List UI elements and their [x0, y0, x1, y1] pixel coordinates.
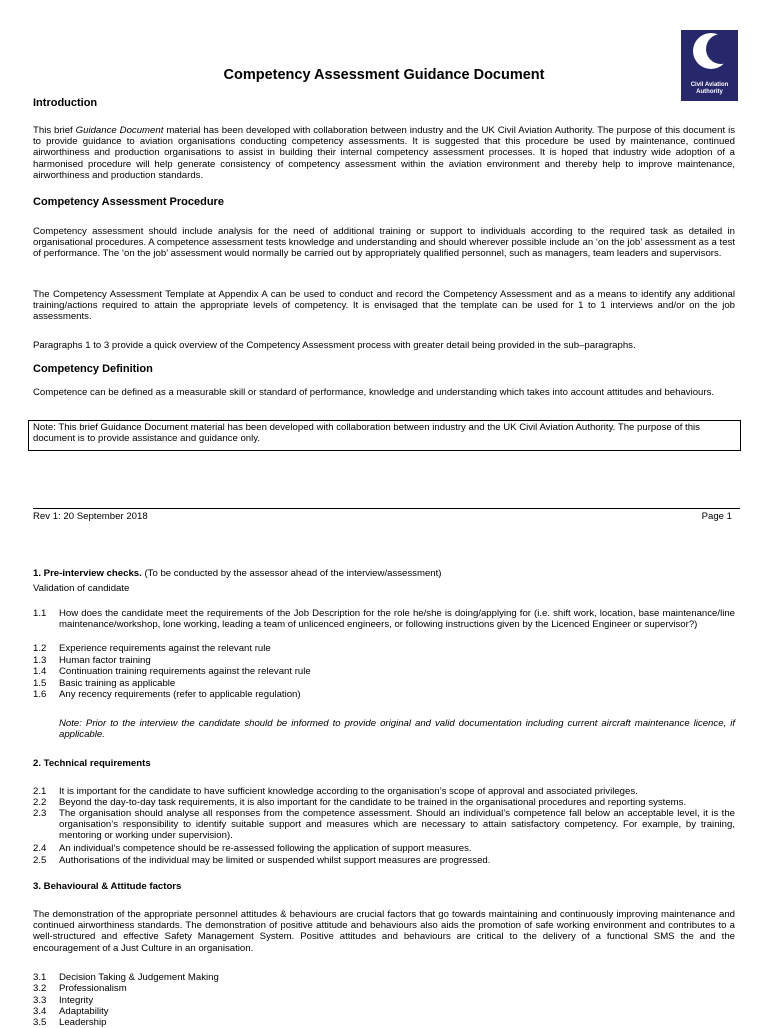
list-item-text: An individual’s competence should be re-assessed following the application of support measures.: [59, 843, 472, 854]
list-item-number: 3.5: [33, 1017, 47, 1028]
list-item-text: Decision Taking & Judgement Making: [59, 972, 219, 983]
list-item-text: Basic training as applicable: [59, 678, 176, 689]
procedure-paragraph-1: Competency assessment should include analysis for the need of additional training or support to individuals according to the required task as detailed in organisational procedures. A competence assessment tests knowledge and understanding and should wherever possible include an ‘on the job’ assessment as a test of performance. The ‘on the job’ assessment would normally be carried out by appropriately qualified personnel, such as managers, team leaders and supervisors.: [33, 226, 735, 260]
list-item-text: Beyond the day-to-day task requirements, it is also important for the candidate to be trained in the organisational procedures and reporting systems.: [59, 797, 687, 808]
list-item-text: Adaptability: [59, 1006, 109, 1017]
list-item-number: 3.2: [33, 983, 47, 994]
logo-text-line2: Authority: [696, 89, 723, 95]
list-item-number: 3.1: [33, 972, 47, 983]
page-title: Competency Assessment Guidance Document: [223, 67, 545, 83]
list-item-number: 3.4: [33, 1006, 47, 1017]
intro-text-post: material has been developed with collaboration between industry and the UK Civil Aviation Authority. The purpose of this document is to provide guidance to aviation organisations conducting competency assessments. It is suggested that this procedure be used by maintenance, continued airworthiness and production organisations to assist in building their internal competency assessment processes. It is hoped that industry wide adoption of a harmonised procedure will help generate consistency of competency assessment within the aviation environment and thereby help to improve maintenance, airworthiness and production standards.: [33, 125, 735, 181]
footer-rule: [33, 508, 740, 509]
list-item-text: Leadership: [59, 1017, 107, 1028]
procedure-heading: Competency Assessment Procedure: [33, 196, 224, 208]
intro-text-pre: This brief: [33, 125, 76, 136]
intro-paragraph: [33, 125, 735, 181]
list-item-number: 2.5: [33, 855, 47, 866]
list-item-number: 2.2: [33, 797, 47, 808]
list-item-text: The organisation should analyse all responses from the competence assessment. Should an individual’s competence fall below an acceptable level, it is the organisation’s responsibility to identify suitable support and measures which are necessary to attain satisfactory competency. For example, by training, mentoring or working under supervision).: [59, 808, 735, 842]
section3-heading: 3. Behavioural & Attitude factors: [33, 881, 182, 892]
section1-heading-bold: 1. Pre-interview checks.: [33, 568, 142, 579]
list-item-number: 1.5: [33, 678, 47, 689]
list-item-number: 1.2: [33, 643, 47, 654]
list-item-text: Integrity: [59, 995, 94, 1006]
list-item-text: Human factor training: [59, 655, 151, 666]
list-item-text: Continuation training requirements against the relevant rule: [59, 666, 311, 677]
logo-text-line1: Civil Aviation: [690, 82, 729, 88]
footer-revision: Rev 1: 20 September 2018: [33, 511, 148, 522]
section1-heading: [33, 568, 735, 579]
definition-paragraph: Competence can be defined as a measurable skill or standard of performance, knowledge and understanding which takes into account attitudes and behaviours.: [33, 387, 715, 398]
list-item-number: 3.3: [33, 995, 47, 1006]
intro-heading: Introduction: [33, 97, 98, 109]
list-item-text: Professionalism: [59, 983, 127, 994]
list-item-number: 2.1: [33, 786, 47, 797]
definition-heading: Competency Definition: [33, 363, 153, 375]
list-item-text: Experience requirements against the relevant rule: [59, 643, 271, 654]
procedure-paragraph-2: The Competency Assessment Template at Appendix A can be used to conduct and record the Competency Assessment and as a means to identify any additional training/actions required to attain the appropriate levels of competency. It is envisaged that the template can be used for 1 to 1 interviews and/or on the job assessments.: [33, 289, 735, 323]
list-item-number: 1.1: [33, 608, 47, 619]
procedure-paragraph-3: Paragraphs 1 to 3 provide a quick overview of the Competency Assessment process with greater detail being provided in the sub–paragraphs.: [33, 340, 636, 351]
list-item-number: 1.6: [33, 689, 47, 700]
list-item-text: It is important for the candidate to have sufficient knowledge according to the organisation’s scope of approval and associated privileges.: [59, 786, 638, 797]
list-item-number: 2.4: [33, 843, 47, 854]
list-item-text: How does the candidate meet the requirements of the Job Description for the role he/she is doing/applying for (i.e. shift work, location, base maintenance/line maintenance/workshop, lone working, leading a team of unlicenced engineers, or following instructions given by the Licenced Engineer or supervisor?): [59, 608, 735, 631]
list-item-number: 1.3: [33, 655, 47, 666]
section1-heading-note: (To be conducted by the assessor ahead of the interview/assessment): [141, 568, 442, 579]
section1-subheading: Validation of candidate: [33, 583, 130, 594]
footer-page-number: Page 1: [701, 511, 732, 522]
intro-text-emphasis: Guidance Document: [75, 125, 164, 136]
list-item-number: 2.3: [33, 808, 47, 819]
note-box: [28, 420, 741, 451]
section1-note: Note: Prior to the interview the candidate should be informed to provide original and valid documentation including current aircraft maintenance licence, if applicable.: [59, 718, 735, 741]
list-item-text: Any recency requirements (refer to applicable regulation): [59, 689, 301, 700]
section2-heading: 2. Technical requirements: [33, 758, 151, 769]
note-text: Note: This brief Guidance Document material has been developed with collaboration between industry and the UK Civil Aviation Authority. The purpose of this document is to provide assistance and guidance only.: [33, 422, 700, 445]
section3-paragraph: The demonstration of the appropriate personnel attitudes & behaviours are crucial factors that go towards maintaining and continuously improving maintenance and continued airworthiness standards. The demonstration of positive attitude and behaviours also aids the promotion of safe working environment and contributes to a well-structured and effective Safety Management System. Positive attitudes and behaviours are critical to the delivery of a functional SMS the and the encouragement of a Just Culture in an organisation.: [33, 909, 735, 954]
list-item-number: 1.4: [33, 666, 47, 677]
list-item-text: Authorisations of the individual may be limited or suspended whilst support measures are progressed.: [59, 855, 491, 866]
